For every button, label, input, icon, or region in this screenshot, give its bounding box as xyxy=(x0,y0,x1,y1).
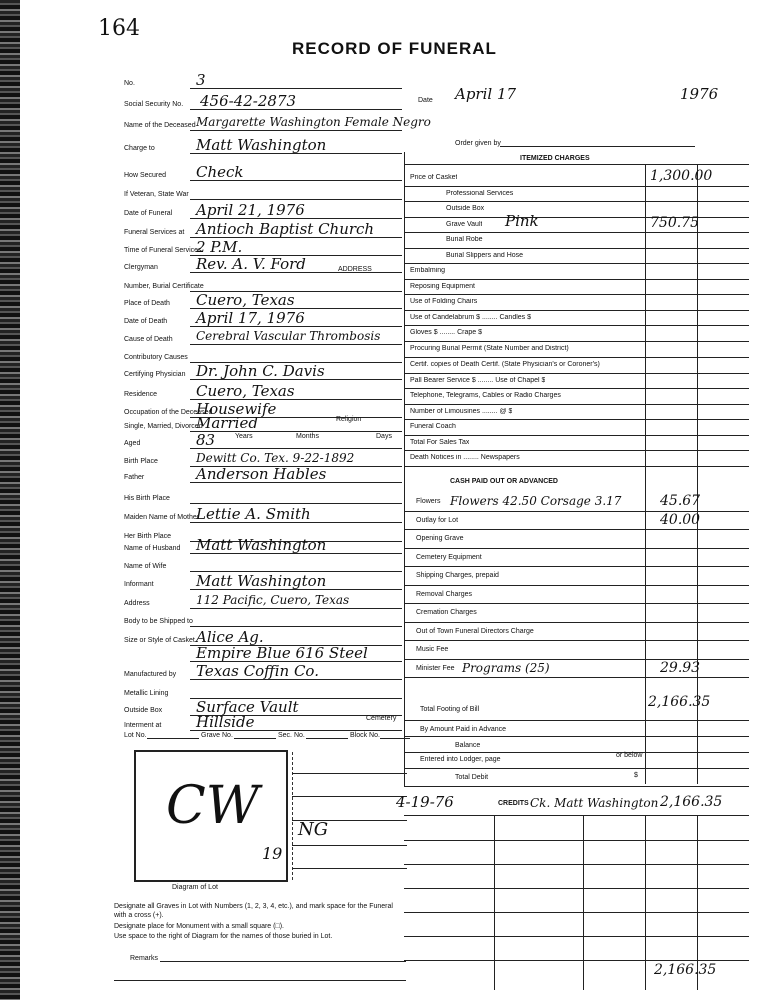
left-field-label: Number, Burial Certificate xyxy=(124,283,204,290)
left-field-value: Housewife xyxy=(196,400,277,418)
left-field-label: Birth Place xyxy=(124,458,158,465)
cash-label: Flowers xyxy=(416,498,441,505)
diagram-ng-note: NG xyxy=(298,819,329,840)
order-given-by-label: Order given by xyxy=(455,140,501,147)
left-field-rule xyxy=(190,626,402,627)
itemized-label: Embalming xyxy=(410,267,446,274)
religion-label: Religion xyxy=(336,416,362,423)
itemized-label: Death Notices in ........ Newspapers xyxy=(410,454,520,461)
left-field-label: If Veteran, State War xyxy=(124,191,189,198)
itemized-rule xyxy=(404,310,749,311)
itemized-rule xyxy=(404,450,749,451)
block-no-label: Block No. xyxy=(350,732,380,739)
itemized-label: Professional Services xyxy=(446,189,514,197)
itemized-rule xyxy=(404,294,749,295)
itemized-rule xyxy=(404,201,749,202)
left-field-label: Date of Funeral xyxy=(124,210,173,217)
left-field-value: 3 xyxy=(196,71,206,89)
or-below-label: or below xyxy=(616,752,643,759)
left-field-label: Contributory Causes xyxy=(124,354,188,361)
date-value: April 17 xyxy=(455,85,517,103)
cemetery-label: Cemetery xyxy=(366,715,397,722)
left-field-value: Dr. John C. Davis xyxy=(196,362,325,380)
left-field-label: Place of Death xyxy=(124,300,170,307)
cash-label: Removal Charges xyxy=(416,590,473,598)
year-value: 1976 xyxy=(680,85,719,103)
instruction-1: Designate all Graves in Lot with Numbers (1, 2, 3, 4, etc.), and mark space for the Funeral with a cross (+). xyxy=(114,903,393,919)
cash-rule xyxy=(404,529,749,530)
left-field-label: Social Security No. xyxy=(124,101,184,108)
itemized-rule xyxy=(404,186,749,187)
left-field-label: Time of Funeral Services xyxy=(124,247,202,254)
left-field-value: Cerebral Vascular Thrombosis xyxy=(196,329,381,343)
itemized-rule xyxy=(404,466,749,467)
cash-label: Opening Grave xyxy=(416,535,464,542)
itemized-label: Gloves $ ........ Crape $ xyxy=(410,329,482,336)
left-field-label: Size or Style of Casket xyxy=(124,637,195,644)
sec-no-label: Sec. No. xyxy=(278,732,305,739)
lodger-label: Entered into Lodger, page xyxy=(420,756,501,763)
left-field-value: Matt Washington xyxy=(196,136,327,154)
left-field-rule xyxy=(190,503,402,504)
cash-note: Programs (25) xyxy=(462,660,550,675)
itemized-rule xyxy=(404,373,749,374)
left-field-value: Alice Ag. xyxy=(196,628,264,646)
page-title: RECORD OF FUNERAL xyxy=(292,39,497,58)
left-field-label: Funeral Services at xyxy=(124,229,185,236)
left-field-value: Matt Washington xyxy=(196,572,327,590)
left-field-value: Anderson Hables xyxy=(196,465,327,483)
itemized-label: Price of Casket xyxy=(410,174,458,181)
remarks-label: Remarks xyxy=(130,955,159,962)
scan-edge-artifact xyxy=(0,0,20,1000)
itemized-rule xyxy=(404,325,749,326)
itemized-label: Grave Vault xyxy=(446,220,483,228)
left-field-label: Manufactured by xyxy=(124,671,177,678)
itemized-label: Use of Candelabrum $ ........ Candles $ xyxy=(410,313,532,321)
itemized-label: Pall Bearer Service $ ........ Use of Chapel $ xyxy=(410,376,546,384)
left-field-label: Occupation of the Deceased xyxy=(124,409,213,416)
left-field-label: Name of the Deceased xyxy=(124,122,196,129)
total-footing-label: Total Footing of Bill xyxy=(420,706,480,713)
credit-date: 4-19-76 xyxy=(396,793,454,811)
itemized-rule xyxy=(404,419,749,420)
left-field-label: Metallic Lining xyxy=(124,690,169,697)
left-field-rule xyxy=(190,448,402,449)
left-field-value: Texas Coffin Co. xyxy=(196,662,319,680)
years-label: Years xyxy=(235,433,253,440)
left-field-value: 112 Pacific, Cuero, Texas xyxy=(196,593,350,607)
left-field-label: How Secured xyxy=(124,172,167,179)
amount-paid-label: By Amount Paid in Advance xyxy=(420,726,506,733)
cash-label: Outlay for Lot xyxy=(416,516,459,524)
cash-label: Minister Fee xyxy=(416,664,455,672)
itemized-rule xyxy=(404,279,749,280)
left-field-label: Charge to xyxy=(124,145,155,152)
itemized-label: Procuring Burial Permit (State Number and District) xyxy=(410,344,569,352)
address-small-label: ADDRESS xyxy=(338,266,372,273)
left-field-value: Lettie A. Smith xyxy=(196,505,311,523)
left-field-value: 2 P.M. xyxy=(196,238,243,256)
left-field-value: Rev. A. V. Ford xyxy=(196,255,306,273)
left-field-label: Single, Married, Divorced xyxy=(124,423,203,430)
left-field-label: Certifying Physician xyxy=(124,371,186,378)
left-field-label: Residence xyxy=(124,391,158,398)
instruction-3: Use space to the right of Diagram for the names of those buried in Lot. xyxy=(114,933,333,940)
cash-value: 40.00 xyxy=(660,511,701,528)
total-footing-value: 2,166.35 xyxy=(648,694,711,710)
itemized-header: ITEMIZED CHARGES xyxy=(520,155,590,162)
itemized-label: Outside Box xyxy=(446,205,485,212)
credit-entry: Ck. Matt Washington xyxy=(530,796,659,810)
left-field-rule xyxy=(190,130,402,131)
left-field-label: Informant xyxy=(124,581,154,588)
left-field-rule xyxy=(190,88,402,89)
cash-rule xyxy=(404,640,749,641)
instruction-2: Designate place for Monument with a small square (□). xyxy=(114,923,284,930)
left-field-value: Matt Washington xyxy=(196,536,327,554)
date-label: Date xyxy=(418,97,433,104)
credits-header: CREDITS xyxy=(498,800,529,807)
left-field-label: Maiden Name of Mother xyxy=(124,514,200,521)
cash-value: 29.93 xyxy=(660,659,701,676)
itemized-label: Number of Limousines ........ @ $ xyxy=(410,407,513,415)
itemized-rule xyxy=(404,248,749,249)
cash-label: Shipping Charges, prepaid xyxy=(416,572,499,579)
left-field-label: Clergyman xyxy=(124,264,158,271)
cash-value: 45.67 xyxy=(660,493,701,509)
left-field-label: His Birth Place xyxy=(124,495,170,502)
itemized-rule xyxy=(404,357,749,358)
itemized-value: 750.75 xyxy=(650,214,699,231)
page-number: 164 xyxy=(98,16,140,41)
left-field-label: Body to be Shipped to xyxy=(124,618,193,625)
cash-label: Out of Town Funeral Directors Charge xyxy=(416,627,534,635)
cash-rule xyxy=(404,585,749,586)
days-label: Days xyxy=(376,433,392,440)
left-field-label: Cause of Death xyxy=(124,336,173,343)
itemized-rule xyxy=(404,263,749,264)
diagram-19-note: 19 xyxy=(262,844,283,863)
left-field-label: Name of Wife xyxy=(124,563,167,570)
left-field-value: Dewitt Co. Tex. 9-22-1892 xyxy=(196,451,355,465)
left-field-label: Father xyxy=(124,474,145,481)
cash-header: CASH PAID OUT OR ADVANCED xyxy=(450,478,558,485)
itemized-label: Use of Folding Chairs xyxy=(410,298,478,305)
left-field-rule xyxy=(190,608,402,609)
grave-no-label: Grave No. xyxy=(201,732,233,739)
left-field-value: 83 xyxy=(196,431,216,449)
itemized-label: Funeral Coach xyxy=(410,423,456,430)
itemized-rule xyxy=(404,404,749,405)
cash-rule xyxy=(404,548,749,549)
itemized-rule xyxy=(404,388,749,389)
left-field-value: Margarette Washington Female Negro xyxy=(196,115,431,129)
left-field-value: Hillside xyxy=(196,713,255,731)
cash-rule xyxy=(404,677,749,678)
cash-rule xyxy=(404,603,749,604)
balance-label: Balance xyxy=(455,742,481,749)
itemized-label: Reposing Equipment xyxy=(410,282,475,290)
cash-note: Flowers 42.50 Corsage 3.17 xyxy=(450,494,622,508)
left-field-value: Antioch Baptist Church xyxy=(196,220,375,238)
left-field-rule xyxy=(190,199,402,200)
left-field-label: Her Birth Place xyxy=(124,533,172,540)
itemized-label: Burial Robe xyxy=(446,236,483,243)
left-field-label: Address xyxy=(124,600,150,607)
total-debit-dollar: $ xyxy=(634,772,638,779)
left-field-label: Date of Death xyxy=(124,318,168,325)
diagram-of-lot-label: Diagram of Lot xyxy=(172,884,218,891)
cash-rule xyxy=(404,566,749,567)
months-label: Months xyxy=(296,433,319,440)
itemized-label: Certif. copies of Death Certif. (State Physician's or Coroner's) xyxy=(410,360,600,368)
left-field-rule xyxy=(190,344,402,345)
itemized-value: 1,300.00 xyxy=(650,168,713,184)
itemized-rule xyxy=(404,435,749,436)
left-field-value: Married xyxy=(196,414,258,432)
itemized-note: Pink xyxy=(505,211,539,230)
itemized-rule xyxy=(404,232,749,233)
cash-rule xyxy=(404,622,749,623)
diagram-initials: CW xyxy=(166,776,260,836)
left-field-label: Aged xyxy=(124,440,141,447)
total-debit-label: Total Debit xyxy=(455,774,489,781)
final-total: 2,166.35 xyxy=(654,962,717,978)
cash-label: Cemetery Equipment xyxy=(416,553,482,561)
left-field-value: Surface Vault xyxy=(196,698,299,716)
itemized-label: Telephone, Telegrams, Cables or Radio Charges xyxy=(410,392,561,399)
left-field-value: April 21, 1976 xyxy=(196,201,305,219)
left-field-value: 456-42-2873 xyxy=(200,92,297,110)
lot-no-label: Lot No. xyxy=(124,732,147,739)
left-field-label: Outside Box xyxy=(124,707,163,714)
cash-label: Music Fee xyxy=(416,646,449,653)
left-field-value: Cuero, Texas xyxy=(196,382,295,400)
left-field-value: Empire Blue 616 Steel xyxy=(196,644,368,662)
cash-label: Cremation Charges xyxy=(416,609,477,616)
left-field-value: Cuero, Texas xyxy=(196,291,295,309)
itemized-label: Total For Sales Tax xyxy=(410,438,470,446)
left-field-value: April 17, 1976 xyxy=(196,309,305,327)
left-field-label: No. xyxy=(124,80,135,87)
left-field-label: Name of Husband xyxy=(124,545,181,552)
credit-amount: 2,166.35 xyxy=(660,794,723,810)
itemized-rule xyxy=(404,341,749,342)
itemized-label: Burial Slippers and Hose xyxy=(446,251,524,259)
left-field-value: Check xyxy=(196,163,244,181)
left-field-label: Interment at xyxy=(124,722,162,729)
